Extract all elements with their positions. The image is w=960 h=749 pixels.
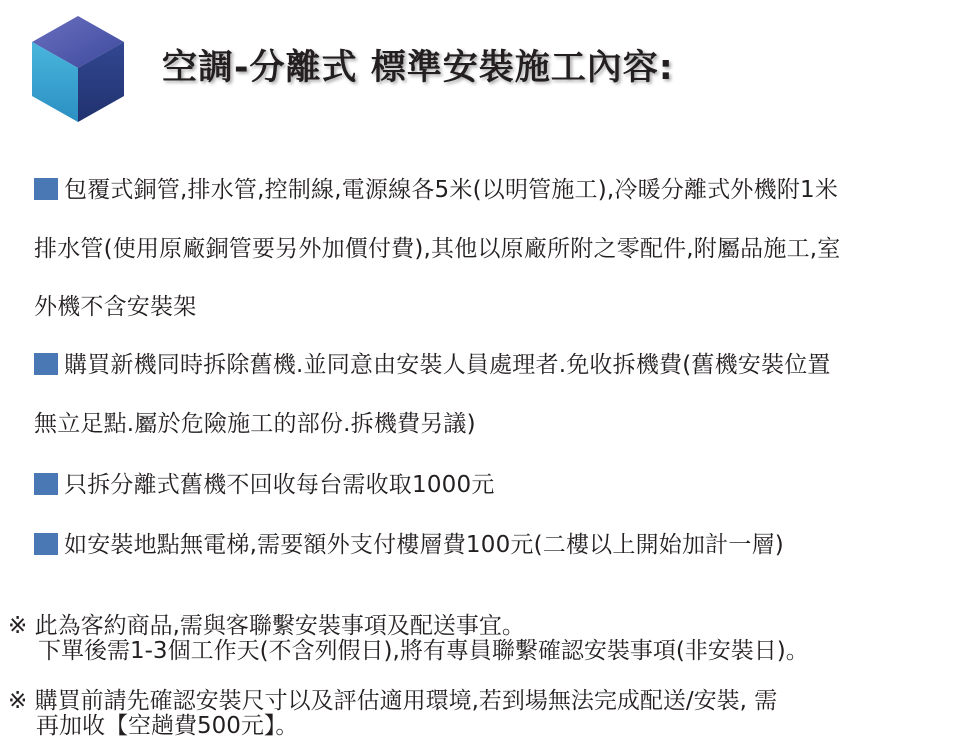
bullet-square-icon — [34, 353, 58, 375]
bullet-text: 包覆式銅管,排水管,控制線,電源線各5米(以明管施工),冷暖分離式外機附1米 — [64, 177, 839, 203]
note-text: ※ 購買前請先確認安裝尺寸以及評估適用環境,若到場無法完成配送/安裝, 需 — [8, 688, 778, 714]
bullet-square-icon — [34, 473, 58, 495]
list-item — [34, 351, 944, 438]
bullet-text: 如安裝地點無電梯,需要額外支付樓層費100元(二樓以上開始加計一層) — [64, 532, 784, 558]
note-text: 下單後需1-3個工作天(不含列假日),將有專員聯繫確認安裝事項(非安裝日)。 — [38, 638, 809, 664]
page-title: 空調-分離式 標準安裝施工內容: — [162, 48, 674, 88]
bullet-text: 無立足點.屬於危險施工的部份.拆機費另議) — [34, 411, 476, 437]
note-text: ※ 此為客約商品,需與客聯繫安裝事項及配送事宜。 — [8, 613, 525, 639]
blue-cube-icon — [30, 14, 126, 124]
note-text: 再加收【空趟費500元】。 — [36, 713, 299, 739]
list-item — [34, 471, 944, 499]
bullet-text: 排水管(使用原廠銅管要另外加價付費),其他以原廠所附之零配件,附屬品施工,室 — [34, 236, 841, 262]
list-item — [34, 531, 944, 559]
note — [8, 689, 938, 739]
bullet-square-icon — [34, 533, 58, 555]
bullet-text: 外機不含安裝架 — [34, 294, 197, 320]
list-item — [34, 176, 944, 321]
bullet-text: 只拆分離式舊機不回收每台需收取1000元 — [64, 472, 495, 498]
note — [8, 614, 938, 664]
bullet-square-icon — [34, 178, 58, 200]
bullet-text: 購買新機同時拆除舊機.並同意由安裝人員處理者.免收拆機費(舊機安裝位置 — [64, 352, 831, 378]
